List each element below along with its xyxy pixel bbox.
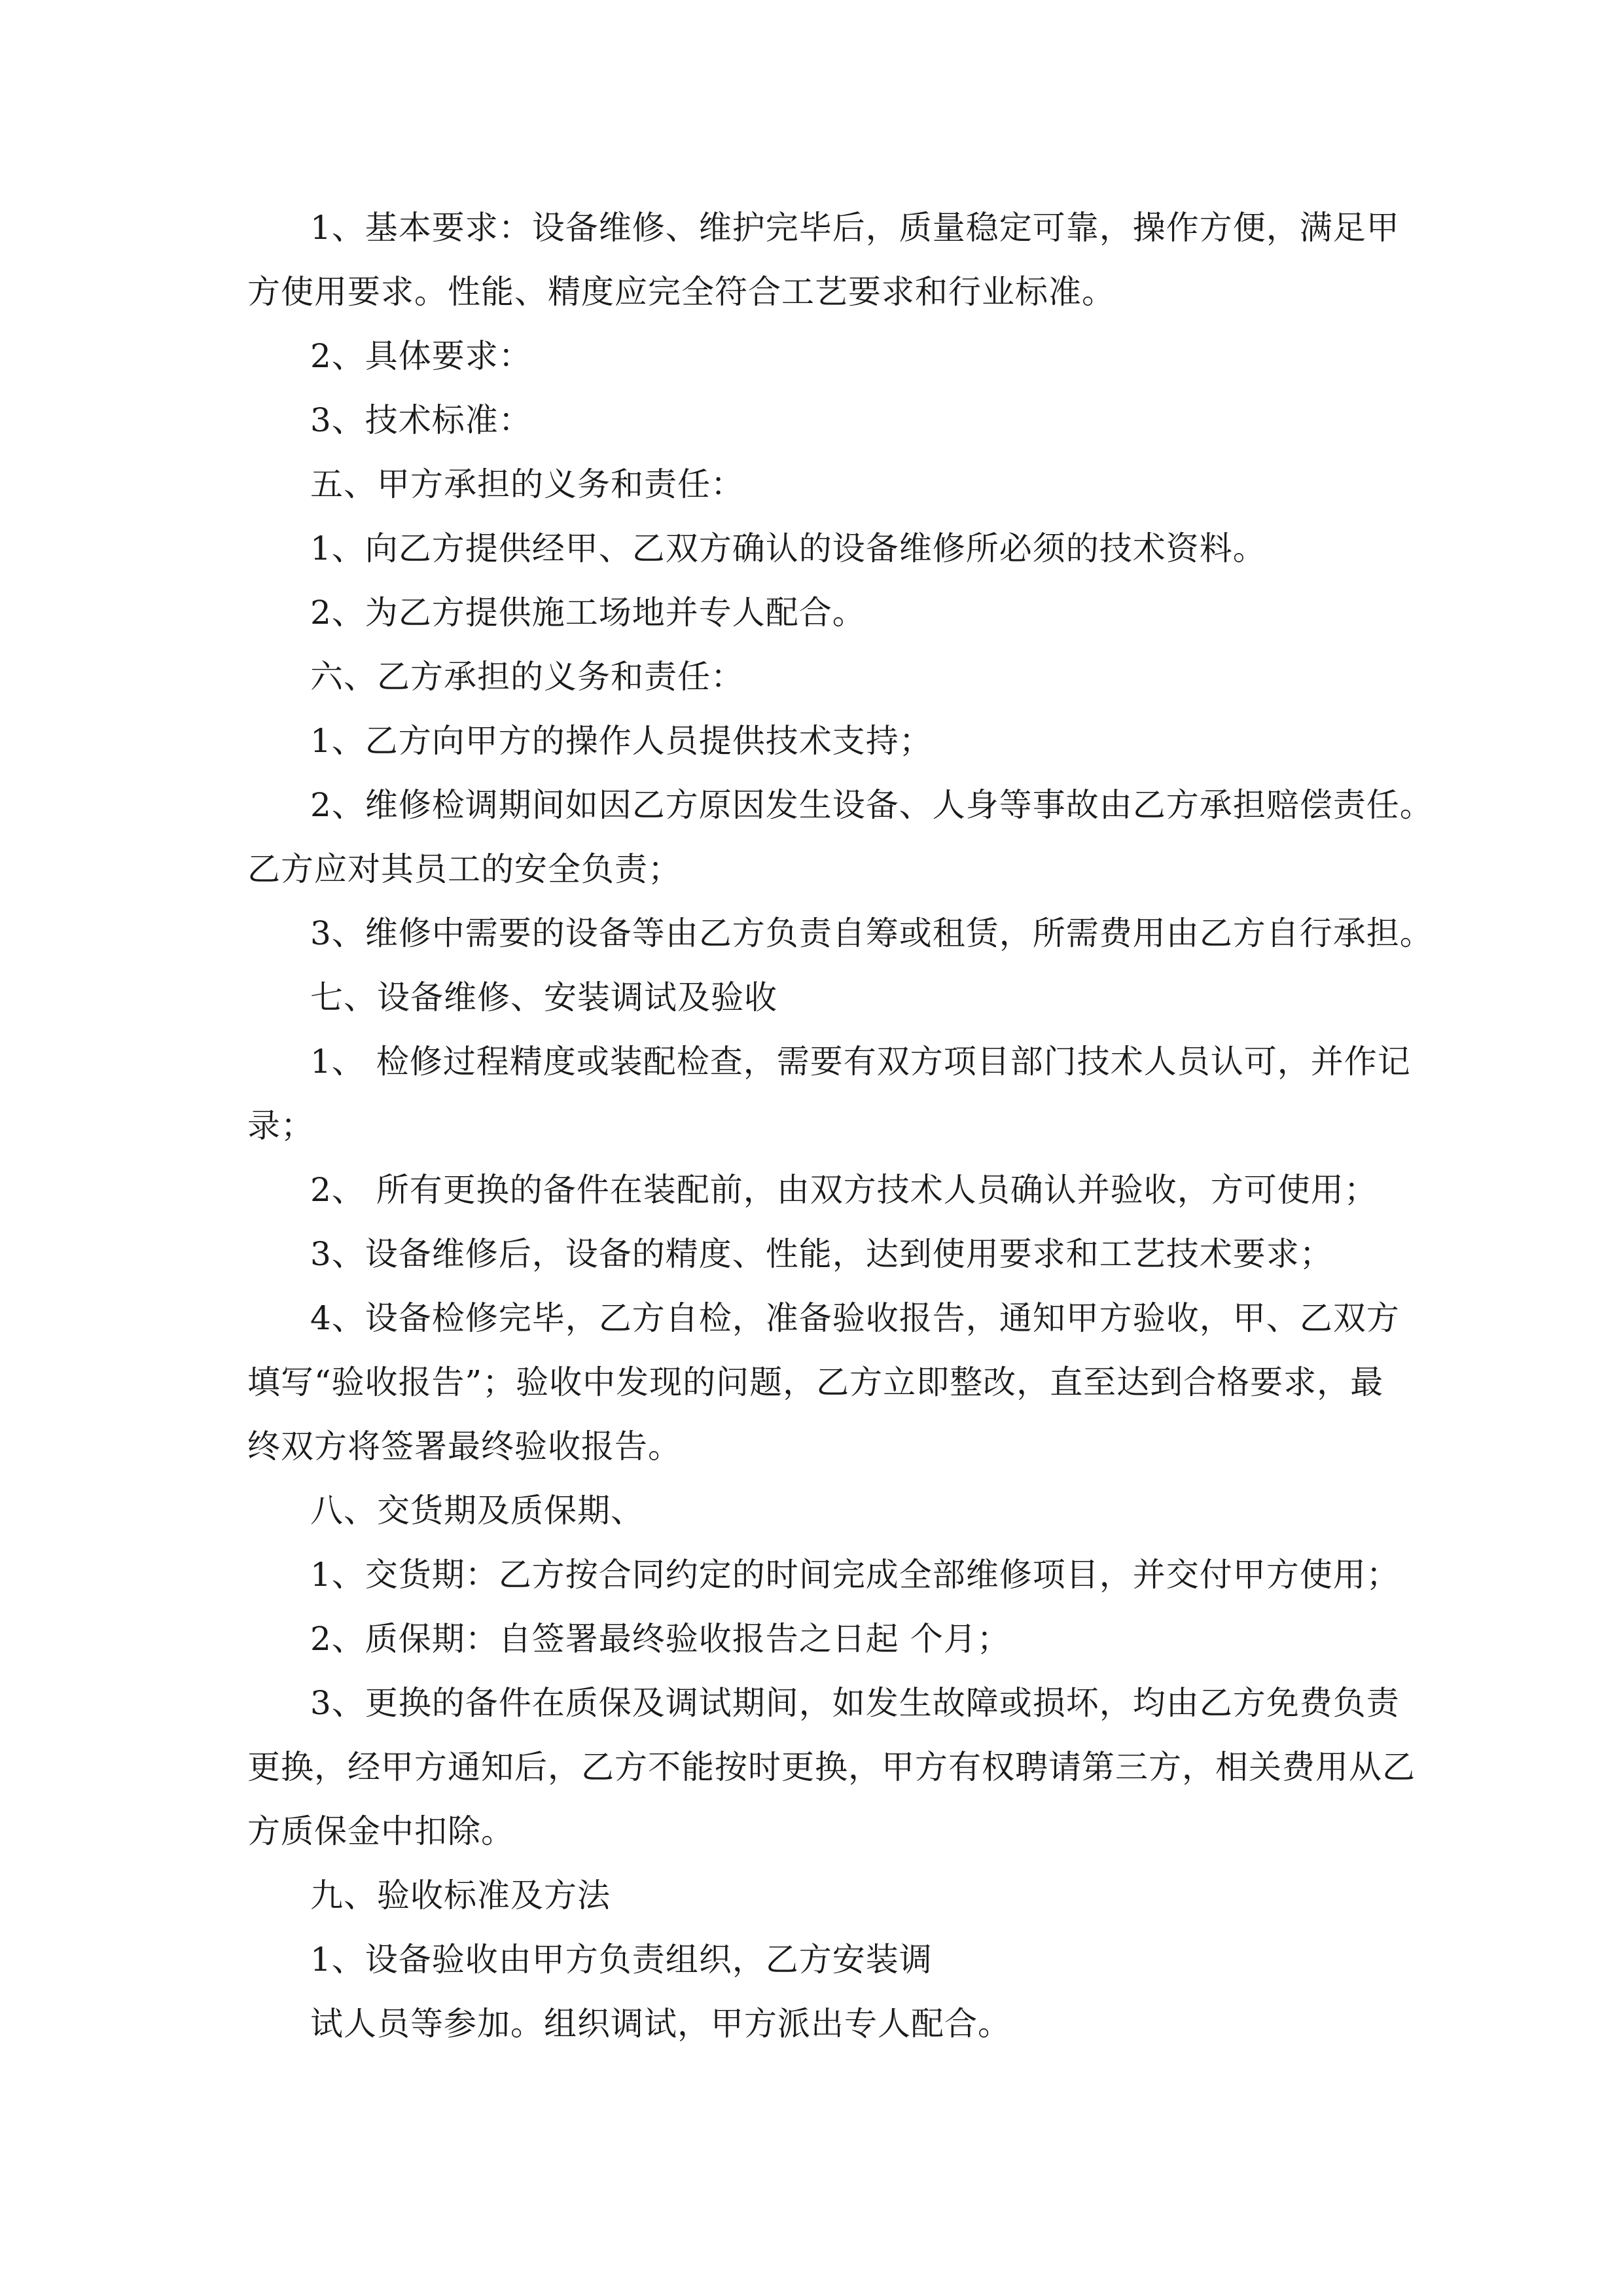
section-heading: 七、设备维修、安装调试及验收 xyxy=(310,978,777,1016)
text-line: 试人员等参加。组织调试，甲方派出专人配合。 xyxy=(310,2005,1011,2043)
text-line: 填写“验收报告”；验收中发现的问题，乙方立即整改，直至达到合格要求，最 xyxy=(247,1363,1384,1401)
section-heading: 六、乙方承担的义务和责任： xyxy=(310,658,744,696)
text-line: 方使用要求。性能、精度应完全符合工艺要求和行业标准。 xyxy=(247,273,1115,311)
text-line: 1、基本要求：设备维修、维护完毕后，质量稳定可靠，操作方便，满足甲 xyxy=(310,209,1400,247)
section-heading: 八、交货期及质保期、 xyxy=(310,1492,644,1530)
text-line: 1、设备验收由甲方负责组织，乙方安装调 xyxy=(310,1941,933,1979)
text-line: 3、维修中需要的设备等由乙方负责自筹或租赁，所需费用由乙方自行承担。 xyxy=(310,914,1433,952)
text-line: 录； xyxy=(247,1107,314,1145)
text-line: 2、质保期：自签署最终验收报告之日起 个月； xyxy=(310,1620,1010,1658)
text-line: 2、为乙方提供施工场地并专人配合。 xyxy=(310,594,866,632)
text-line: 1、向乙方提供经甲、乙双方确认的设备维修所必须的技术资料。 xyxy=(310,529,1266,567)
section-heading: 九、验收标准及方法 xyxy=(310,1876,611,1914)
text-line: 3、技术标准： xyxy=(310,401,532,439)
text-line: 方质保金中扣除。 xyxy=(247,1812,514,1850)
text-line: 更换，经甲方通知后，乙方不能按时更换，甲方有权聘请第三方，相关费用从乙 xyxy=(247,1748,1416,1786)
text-line: 1、乙方向甲方的操作人员提供技术支持； xyxy=(310,722,933,760)
text-line: 4、设备检修完毕，乙方自检，准备验收报告，通知甲方验收，甲、乙双方 xyxy=(310,1299,1400,1337)
text-line: 1、交货期：乙方按合同约定的时间完成全部维修项目，并交付甲方使用； xyxy=(310,1556,1400,1594)
text-line: 2、具体要求： xyxy=(310,337,532,375)
text-line: 乙方应对其员工的安全负责； xyxy=(247,850,681,888)
text-line: 2、 所有更换的备件在装配前，由双方技术人员确认并验收，方可使用； xyxy=(310,1171,1378,1209)
text-line: 1、 检修过程精度或装配检查，需要有双方项目部门技术人员认可，并作记 xyxy=(310,1043,1411,1081)
section-heading: 五、甲方承担的义务和责任： xyxy=(310,465,744,503)
text-line: 2、维修检调期间如因乙方原因发生设备、人身等事故由乙方承担赔偿责任。 xyxy=(310,786,1433,824)
text-line: 3、设备维修后，设备的精度、性能，达到使用要求和工艺技术要求； xyxy=(310,1235,1333,1273)
text-line: 终双方将签署最终验收报告。 xyxy=(247,1427,681,1465)
text-line: 3、更换的备件在质保及调试期间，如发生故障或损坏，均由乙方免费负责 xyxy=(310,1684,1400,1722)
